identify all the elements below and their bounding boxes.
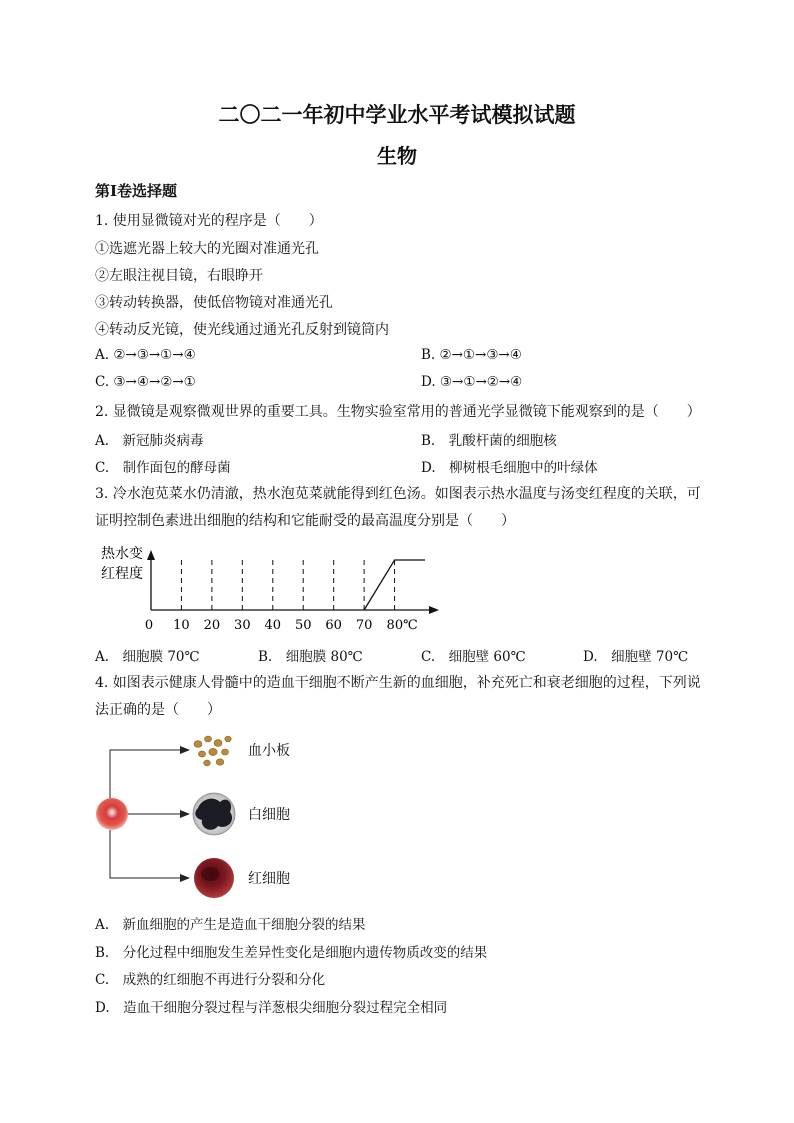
q3-option-b: B. 细胞膜 80℃ (258, 649, 363, 665)
q3-option-c: C. 细胞壁 60℃ (421, 649, 526, 665)
chart-series-line (364, 560, 425, 610)
q2-option-d: D. 柳树根毛细胞中的叶绿体 (421, 460, 598, 476)
q1-option-c: C. ③→④→②→① (95, 374, 196, 390)
chart-x-tick-label: 10 (173, 618, 190, 633)
white-blood-cell-label: 白细胞 (248, 807, 290, 823)
q1-option-a: A. ②→③→①→④ (95, 347, 196, 363)
q3-option-a: A. 细胞膜 70℃ (95, 649, 200, 665)
q1-step: ③转动转换器，使低倍物镜对准通光孔 (95, 295, 333, 311)
chart-x-tick-label: 50 (294, 618, 312, 633)
branch-connector (110, 750, 182, 798)
q1-option-b: B. ②→①→③→④ (421, 347, 522, 363)
arrow-to-wbc (180, 810, 190, 818)
red-blood-cell-label: 红细胞 (248, 871, 290, 887)
chart-x-tick-label: 80℃ (386, 618, 418, 633)
q1-option-d: D. ③→①→②→④ (421, 374, 523, 390)
q2-option-a: A. 新冠肺炎病毒 (95, 433, 204, 449)
q1-step: ②左眼注视目镜，右眼睁开 (95, 268, 263, 284)
q3-option-d: D. 细胞壁 70℃ (583, 649, 689, 665)
q3-stem-line2: 证明控制色素进出细胞的结构和它能耐受的最高温度分别是（ ） (95, 513, 515, 529)
section-heading: 第Ⅰ卷选择题 (95, 182, 178, 200)
q3-stem-line1: 3. 冷水泡苋菜水仍清澈，热水泡苋菜就能得到红色汤。如图表示热水温度与汤变红程度的关联，可 (95, 486, 701, 502)
x-axis-arrow (429, 606, 439, 614)
chart-x-tick-label: 70 (355, 618, 373, 633)
temperature-redness-chart (95, 540, 455, 635)
q2-stem: 2. 显微镜是观察微观世界的重要工具。生物实验室常用的普通光学显微镜下能观察到的是（ ） (95, 404, 701, 420)
red-blood-cell-icon (194, 858, 234, 898)
chart-x-tick-label: 60 (325, 618, 342, 633)
q1-step: ④转动反光镜，使光线通过通光孔反射到镜筒内 (95, 322, 389, 338)
chart-x-tick-label: 0 (144, 618, 154, 633)
arrow-to-platelet (180, 746, 190, 754)
chart-x-tick-label: 30 (234, 618, 251, 633)
chart-x-tick-label: 20 (203, 618, 221, 633)
q4-option-d: D. 造血干细胞分裂过程与洋葱根尖细胞分裂过程完全相同 (95, 1000, 448, 1016)
q1-stem: 1. 使用显微镜对光的程序是（ ） (95, 213, 323, 229)
stem-cell-icon (96, 798, 128, 830)
q2-option-b: B. 乳酸杆菌的细胞核 (421, 433, 557, 449)
chart-ylabel-line2: 红程度 (101, 566, 143, 582)
q4-stem-line2: 法正确的是（ ） (95, 702, 221, 718)
q4-stem-line1: 4. 如图表示健康人骨髓中的造血干细胞不断产生新的血细胞，补充死亡和衰老细胞的过程，下列说 (95, 675, 701, 691)
branch-connector-low (110, 830, 182, 878)
platelet-label: 血小板 (248, 743, 290, 759)
subject-title: 生物 (377, 144, 417, 168)
arrow-to-rbc (180, 874, 190, 882)
chart-ylabel-line1: 热水变 (101, 546, 143, 562)
chart-x-tick-label: 40 (264, 618, 282, 633)
q1-step: ①选遮光器上较大的光圈对准通光孔 (95, 241, 319, 257)
blood-cell-diagram (90, 728, 320, 898)
platelet-icon (194, 736, 231, 766)
q4-option-b: B. 分化过程中细胞发生差异性变化是细胞内遗传物质改变的结果 (95, 945, 488, 961)
white-blood-cell-icon (193, 793, 235, 835)
q4-option-a: A. 新血细胞的产生是造血干细胞分裂的结果 (95, 917, 366, 933)
exam-title: 二〇二一年初中学业水平考试模拟试题 (218, 102, 576, 127)
q4-option-c: C. 成熟的红细胞不再进行分裂和分化 (95, 972, 326, 988)
y-axis-arrow (147, 550, 155, 560)
q2-option-c: C. 制作面包的酵母菌 (95, 460, 231, 476)
